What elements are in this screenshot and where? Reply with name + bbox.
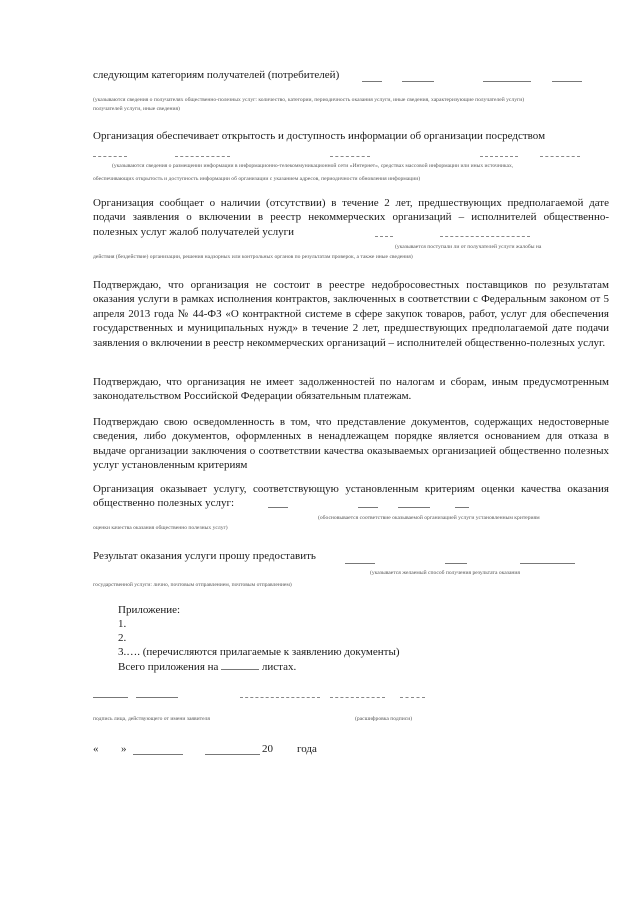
signature-blank-2[interactable]: [136, 697, 178, 698]
name-blank-2[interactable]: [330, 697, 385, 698]
name-blank-3[interactable]: [400, 697, 425, 698]
signature-blank-1[interactable]: [93, 697, 128, 698]
recipients-footnote-cont: получателей услуги, иные сведения): [93, 106, 180, 112]
appendix-total-suffix: листах.: [261, 661, 297, 673]
openness-text: Организация обеспечивает открытость и доступность информации об организации посредством: [93, 130, 546, 142]
signature-decode-caption: (расшифровка подписи): [355, 716, 413, 722]
appendix-item-2: 2.: [118, 632, 127, 644]
criteria-footnote-1: (обосновывается соответствие оказываемой организацией услуги установленным критериям: [318, 515, 540, 521]
appendix-title: Приложение:: [118, 604, 181, 616]
sheets-count-blank[interactable]: [221, 660, 259, 670]
complaints-footnote-2: действия (бездействие) организации, решения надзорных или контрольных органов по результатам проверок, а также иные сведения): [93, 254, 413, 260]
date-open-quote: «: [93, 743, 99, 755]
date-year-prefix: 20: [262, 743, 273, 755]
recipients-line: следующим категориям получателей (потребителей): [93, 69, 340, 81]
appendix-total: [118, 660, 296, 674]
recipients-footnote: (указываются сведения о получателях общественно-полезных услуг: количество, категории, периодичность оказания услуги, иные сведения, характеризующие получателей услуги): [93, 97, 525, 103]
appendix-total-prefix: Всего приложения на: [118, 661, 219, 673]
result-footnote-1: (указывается желаемый способ получения результата оказания: [370, 570, 520, 576]
taxes-paragraph: Подтверждаю, что организация не имеет задолженностей по налогам и сборам, иным предусмотренным законодательством Российской Федерации обязательным платежам.: [93, 376, 609, 403]
awareness-paragraph: Подтверждаю свою осведомленность в том, что представление документов, содержащих недостоверные сведения, либо документов, оформленных в ненадлежащем порядке является основанием для отказа в выдаче организации заключения о соответствии качества оказываемых организацией общественно полезных услуг установленным критериям: [93, 416, 609, 472]
name-blank-1[interactable]: [240, 697, 320, 698]
date-year-suffix: года: [297, 743, 317, 755]
criteria-text: Организация оказывает услугу, соответствующую установленным критериям оценки качества оказания общественно полезных услуг:: [93, 483, 609, 510]
openness-footnote-2: обеспечивающих открытость и доступность информации об организации с указанием адресов, периодичности обновления информации): [93, 176, 421, 182]
criteria-footnote-2: оценки качества оказания общественно полезных услуг): [93, 525, 228, 531]
appendix-item-1: 1.: [118, 618, 127, 630]
month-blank[interactable]: [133, 754, 183, 755]
result-text: Результат оказания услуги прошу предоставить: [93, 550, 316, 562]
complaints-footnote-1: (указывается поступали ли от получателей услуги жалобы на: [395, 244, 542, 250]
complaints-text: Организация сообщает о наличии (отсутствии) в течение 2 лет, предшествующих предполагаемой дате подачи заявления о включении в реестр некоммерческих организаций – исполнителей общественно-полезных услуг жалоб получателей услуги: [93, 197, 609, 238]
day-blank[interactable]: [205, 754, 260, 755]
date-close-quote: »: [121, 743, 127, 755]
appendix-item-3: 3.…. (перечисляются прилагаемые к заявлению документы): [118, 646, 400, 658]
result-footnote-2: государственной услуги: лично, почтовым отправлением, почтовым отправлением): [93, 582, 292, 588]
signature-caption: подпись лица, действующего от имени заявителя: [93, 716, 210, 722]
openness-footnote-1: (указываются сведения о размещении информации в информационно-телекоммуникационной сети «Интернет», средствах массовой информации или иных источниках,: [112, 163, 514, 169]
suppliers-paragraph: Подтверждаю, что организация не состоит в реестре недобросовестных поставщиков по результатам оказания услуги в рамках исполнения контрактов, заключенных в соответствии с Федеральным законом от 5 апреля 2013 года № 44-ФЗ «О контрактной системе в сфере закупок товаров, работ, услуг для обеспечения государственных и муниципальных нужд» в течение 2 лет, предшествующих предполагаемой дате подачи заявления о включении в реестр некоммерческих организаций – исполнителей общественно-полезных услуг.: [93, 279, 609, 349]
